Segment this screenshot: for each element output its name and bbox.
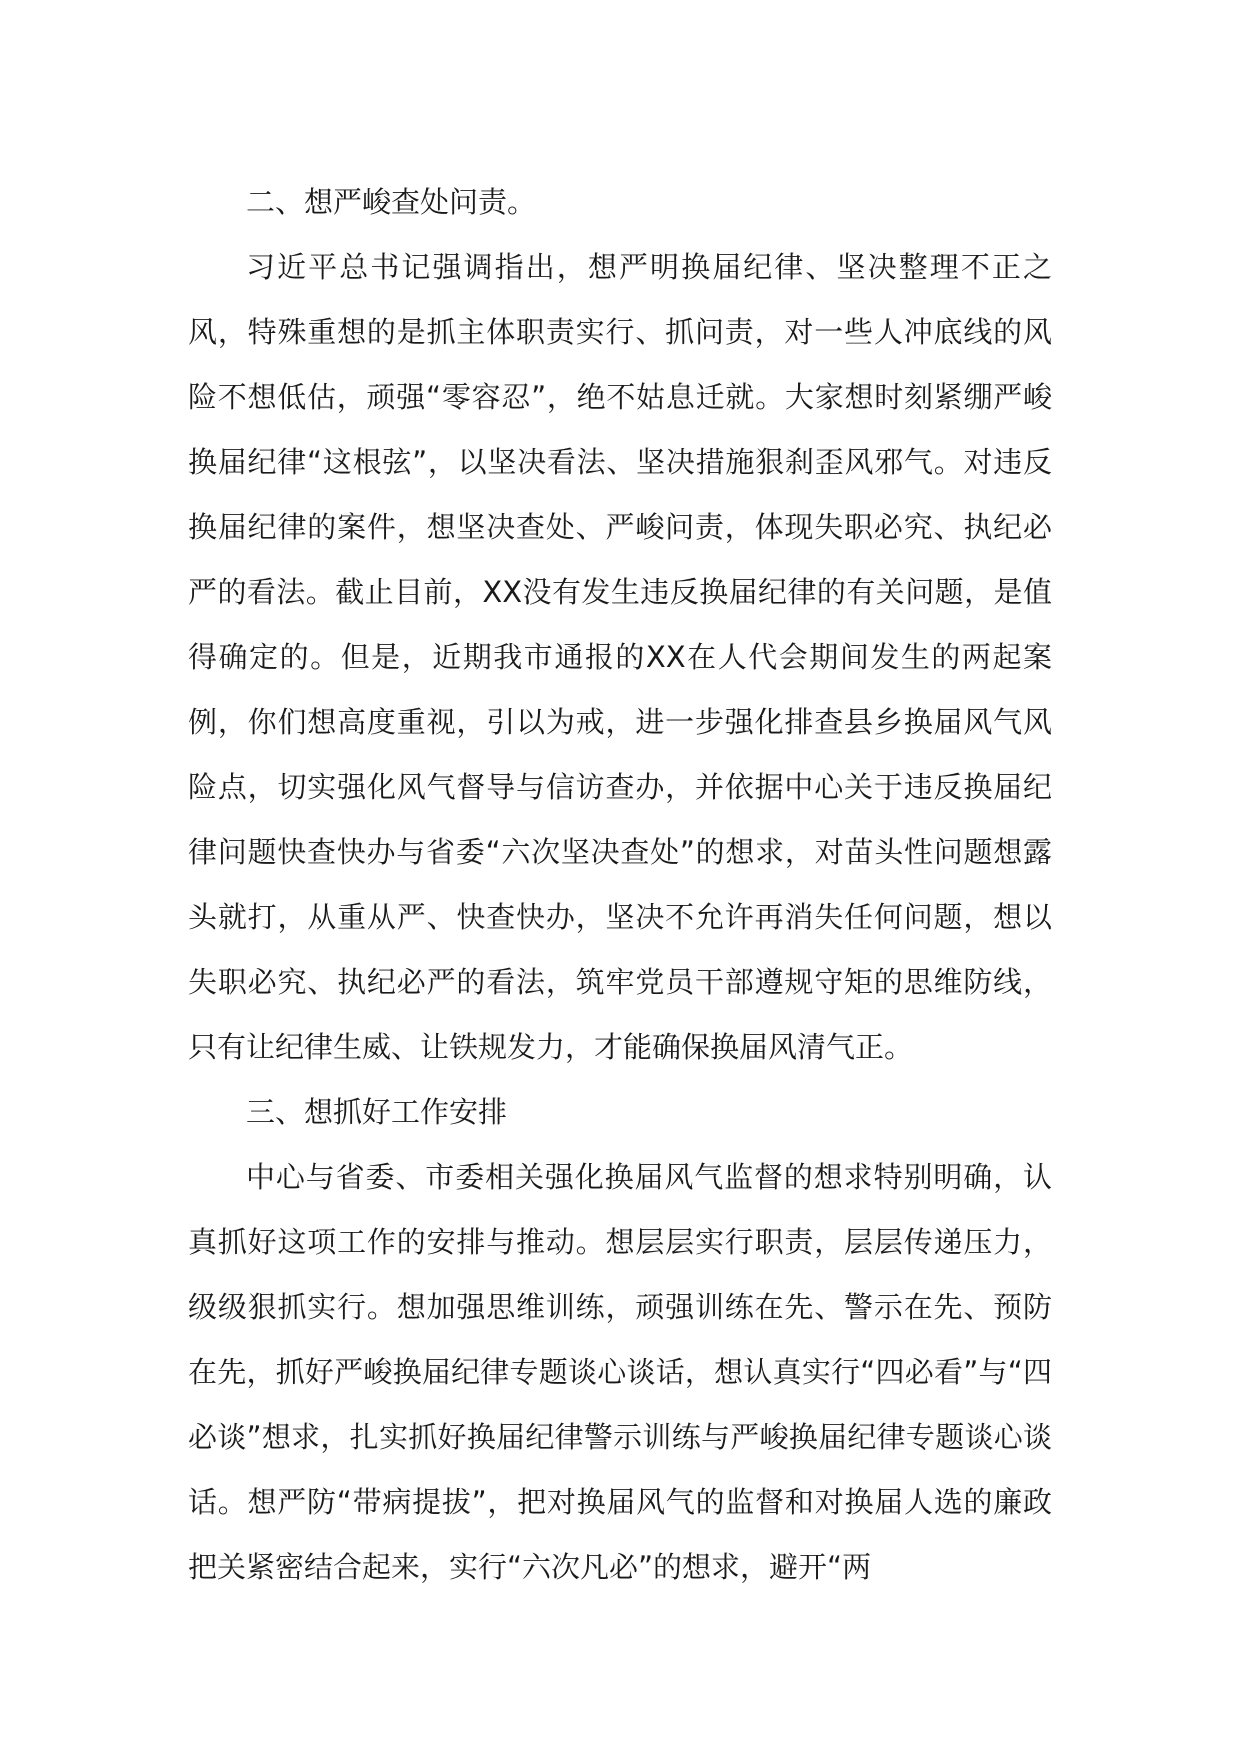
- paragraph-section-two-body: 习近平总书记强调指出，想严明换届纪律、坚决整理不正之风，特殊重想的是抓主体职责实行、抓问责，对一些人冲底线的风险不想低估，顽强“零容忍”，绝不姑息迁就。大家想时刻紧绷严峻换届纪律“这根弦”，以坚决看法、坚决措施狠刹歪风邪气。对违反换届纪律的案件，想坚决查处、严峻问责，体现失职必究、执纪必严的看法。截止目前，XX没有发生违反换届纪律的有关问题，是值得确定的。但是，近期我市通报的XX在人代会期间发生的两起案例，你们想高度重视，引以为戒，进一步强化排查县乡换届风气风险点，切实强化风气督导与信访查办，并依据中心关于违反换届纪律问题快查快办与省委“六次坚决查处”的想求，对苗头性问题想露头就打，从重从严、快查快办，坚决不允许再消失任何问题，想以失职必究、执纪必严的看法，筑牢党员干部遵规守矩的思维防线，只有让纪律生威、让铁规发力，才能确保换届风清气正。: [188, 250, 1052, 1064]
- paragraph-section-three-body: 中心与省委、市委相关强化换届风气监督的想求特别明确，认真抓好这项工作的安排与推动。想层层实行职责，层层传递压力，级级狠抓实行。想加强思维训练，顽强训练在先、警示在先、预防在先，抓好严峻换届纪律专题谈心谈话，想认真实行“四必看”与“四必谈”想求，扎实抓好换届纪律警示训练与严峻换届纪律专题谈心谈话。想严防“带病提拔”，把对换届风气的监督和对换届人选的廉政把关紧密结合起来，实行“六次凡必”的想求，避开“两: [188, 1160, 1052, 1584]
- document-body: [188, 170, 1052, 1600]
- heading-section-three: 三、想抓好工作安排: [246, 1095, 508, 1129]
- heading-section-two: 二、想严峻查处问责。: [246, 185, 537, 219]
